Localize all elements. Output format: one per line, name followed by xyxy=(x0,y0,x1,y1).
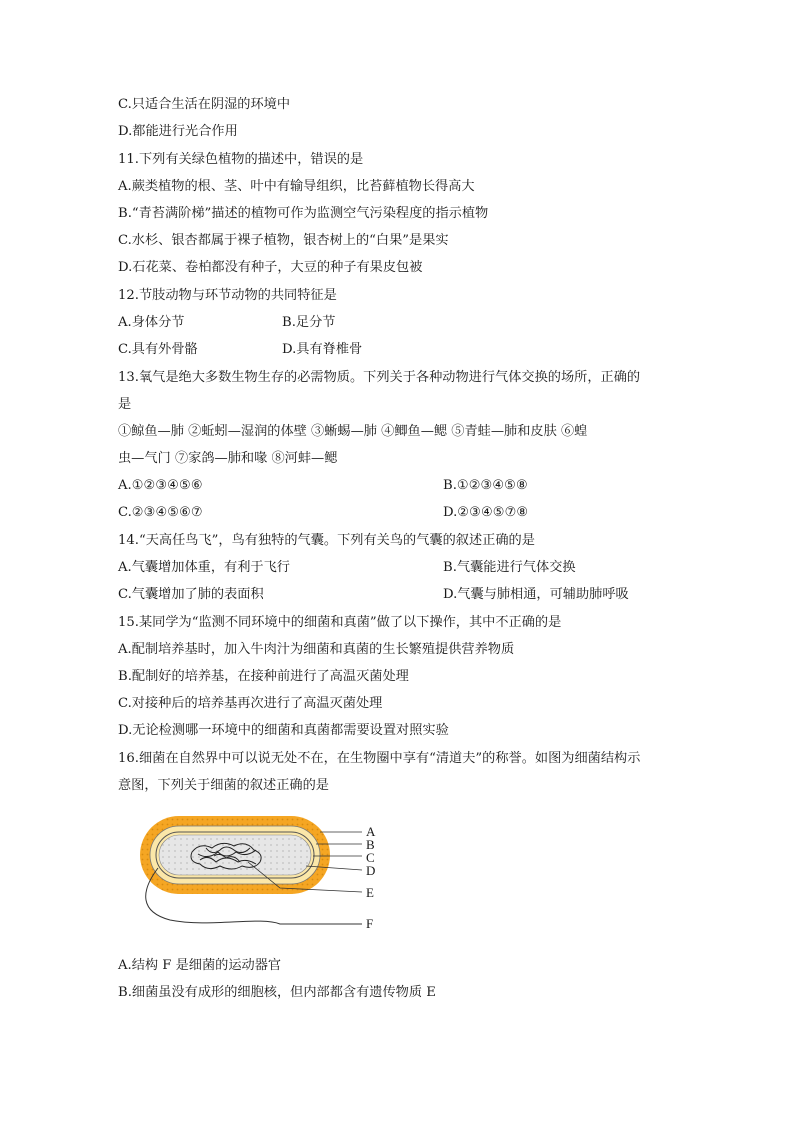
q13-option-a: A.①②③④⑤⑥ xyxy=(118,478,203,493)
q11-option-d: D.石花菜、卷柏都没有种子，大豆的种子有果皮包被 xyxy=(118,260,423,275)
q12-option-b: B.足分节 xyxy=(282,315,336,330)
q14-stem: 14.“天高任鸟飞”，鸟有独特的气囊。下列有关鸟的气囊的叙述正确的是 xyxy=(118,533,535,548)
label-a: A xyxy=(366,824,376,839)
q11-option-c: C.水杉、银杏都属于裸子植物，银杏树上的“白果”是果实 xyxy=(118,233,449,248)
q15-option-d: D.无论检测哪一环境中的细菌和真菌都需要设置对照实验 xyxy=(118,723,449,738)
q16-option-a: A.结构 F 是细菌的运动器官 xyxy=(118,958,282,973)
label-d: D xyxy=(366,863,376,878)
q15-option-c: C.对接种后的培养基再次进行了高温灭菌处理 xyxy=(118,696,383,711)
q12-option-a: A.身体分节 xyxy=(118,315,185,330)
q13-option-c: C.②③④⑤⑥⑦ xyxy=(118,505,203,520)
label-b: B xyxy=(366,837,375,852)
q11-stem: 11.下列有关绿色植物的描述中，错误的是 xyxy=(118,152,364,167)
label-f: F xyxy=(366,916,374,931)
q16-stem-line1: 16.细菌在自然界中可以说无处不在，在生物圈中享有“清道夫”的称誉。如图为细菌结构示 xyxy=(118,751,641,766)
q10-option-d: D.都能进行光合作用 xyxy=(118,124,238,139)
q14-option-c: C.气囊增加了肺的表面积 xyxy=(118,587,264,602)
q13-items-line1: ①鲸鱼—肺 ②蚯蚓—湿润的体壁 ③蜥蜴—肺 ④鲫鱼—鳃 ⑤青蛙—肺和皮肤 ⑥蝗 xyxy=(118,424,588,439)
q15-option-a: A.配制培养基时，加入牛肉汁为细菌和真菌的生长繁殖提供营养物质 xyxy=(118,642,515,657)
q13-option-d: D.②③④⑤⑦⑧ xyxy=(443,505,529,520)
label-c: C xyxy=(366,850,375,865)
q15-option-b: B.配制好的培养基，在接种前进行了高温灭菌处理 xyxy=(118,669,409,684)
q13-stem-line1: 13.氧气是绝大多数生物生存的必需物质。下列关于各种动物进行气体交换的场所，正确的 xyxy=(118,370,641,385)
q16-option-b: B.细菌虽没有成形的细胞核，但内部都含有遗传物质 E xyxy=(118,985,436,1000)
bacterium-diagram xyxy=(130,812,390,934)
q14-option-d: D.气囊与肺相通，可辅助肺呼吸 xyxy=(443,587,629,602)
q14-option-b: B.气囊能进行气体交换 xyxy=(443,560,576,575)
q13-stem-line2: 是 xyxy=(118,397,132,412)
q11-option-a: A.蕨类植物的根、茎、叶中有输导组织，比苔藓植物长得高大 xyxy=(118,179,475,194)
q12-option-c: C.具有外骨骼 xyxy=(118,342,198,357)
q14-option-a: A.气囊增加体重，有利于飞行 xyxy=(118,560,290,575)
q11-option-b: B.“青苔满阶梯”描述的植物可作为监测空气污染程度的指示植物 xyxy=(118,206,489,221)
q12-option-d: D.具有脊椎骨 xyxy=(282,342,363,357)
q15-stem: 15.某同学为“监测不同环境中的细菌和真菌”做了以下操作，其中不正确的是 xyxy=(118,615,562,630)
label-e: E xyxy=(366,885,374,900)
q13-option-b: B.①②③④⑤⑧ xyxy=(443,478,528,493)
q16-stem-line2: 意图，下列关于细菌的叙述正确的是 xyxy=(118,778,329,793)
q13-items-line2: 虫—气门 ⑦家鸽—肺和喙 ⑧河蚌—鳃 xyxy=(118,451,338,466)
q12-stem: 12.节肢动物与环节动物的共同特征是 xyxy=(118,288,337,303)
q10-option-c: C.只适合生活在阴湿的环境中 xyxy=(118,97,291,112)
